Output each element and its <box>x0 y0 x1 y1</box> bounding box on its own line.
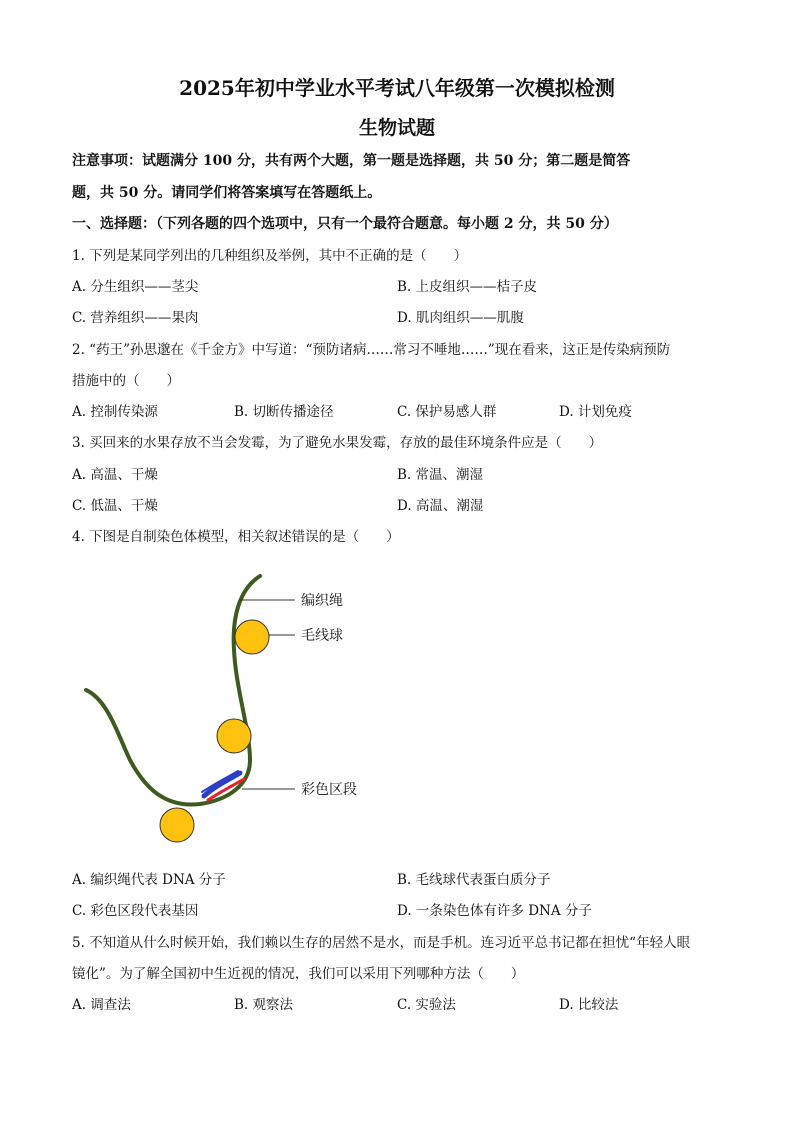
yarn-ball-2 <box>217 719 251 753</box>
yarn-ball-3 <box>160 808 194 842</box>
question-3-option-b: B. 常温、潮湿 <box>397 467 484 483</box>
question-2-option-d: D. 计划免疫 <box>559 404 632 420</box>
question-2-stem-line-2: 措施中的（ ） <box>72 373 180 389</box>
question-4-stem: 4. 下图是自制染色体模型，相关叙述错误的是（ ） <box>72 529 400 545</box>
question-5-stem-line-2: 镜化”。为了解全国初中生近视的情况，我们可以采用下列哪种方法（ ） <box>72 966 525 982</box>
exam-title: 2025年初中学业水平考试八年级第一次模拟检测 <box>179 76 615 100</box>
question-5-stem-line-1: 5. 不知道从什么时候开始，我们赖以生存的居然不是水，而是手机。连习近平总书记都在担忧“年轻人眼 <box>72 935 691 951</box>
label-colored-segment: 彩色区段 <box>301 782 357 798</box>
question-2-option-a: A. 控制传染源 <box>72 404 158 420</box>
question-3-option-d: D. 高温、潮湿 <box>397 498 484 514</box>
question-2-stem-line-1: 2. “药王”孙思邈在《千金方》中写道：“预防诸病……常习不唾地……”现在看来，这正是传染病预防 <box>72 342 671 358</box>
question-5-option-c: C. 实验法 <box>397 997 456 1013</box>
question-2-option-b: B. 切断传播途径 <box>234 404 334 420</box>
label-yarn-ball: 毛线球 <box>301 628 343 644</box>
question-1-option-d: D. 肌肉组织——肌腹 <box>397 310 524 326</box>
question-5-option-d: D. 比较法 <box>559 997 619 1013</box>
question-4-option-c: C. 彩色区段代表基因 <box>72 903 199 919</box>
question-4-option-a: A. 编织绳代表 DNA 分子 <box>72 872 226 888</box>
question-2-option-c: C. 保护易感人群 <box>397 404 497 420</box>
braided-rope <box>86 576 260 805</box>
question-1-option-b: B. 上皮组织——桔子皮 <box>397 279 538 295</box>
label-braided-rope: 编织绳 <box>301 593 343 609</box>
question-5-option-a: A. 调查法 <box>72 997 131 1013</box>
question-1-option-c: C. 营养组织——果肉 <box>72 310 199 326</box>
exam-subtitle: 生物试题 <box>358 117 435 139</box>
question-4-option-b: B. 毛线球代表蛋白质分子 <box>397 872 551 888</box>
question-1-option-a: A. 分生组织——茎尖 <box>72 279 199 295</box>
notice-line-1: 注意事项：试题满分 100 分，共有两个大题，第一题是选择题，共 50 分；第二题是简答 <box>72 153 631 169</box>
yarn-ball-1 <box>235 620 269 654</box>
question-3-option-a: A. 高温、干燥 <box>72 467 158 483</box>
question-5-option-b: B. 观察法 <box>234 997 294 1013</box>
question-3-option-c: C. 低温、干燥 <box>72 498 158 514</box>
chromosome-model-figure <box>0 560 420 860</box>
question-4-option-d: D. 一条染色体有许多 DNA 分子 <box>397 903 592 919</box>
notice-line-2: 题，共 50 分。请同学们将答案填写在答题纸上。 <box>72 185 382 201</box>
question-3-stem: 3. 买回来的水果存放不当会发霉，为了避免水果发霉，存放的最佳环境条件应是（ ） <box>72 435 603 451</box>
question-1-stem: 1. 下列是某同学列出的几种组织及举例，其中不正确的是（ ） <box>72 248 468 264</box>
section-1-heading: 一、选择题：（下列各题的四个选项中，只有一个最符合题意。每小题 2 分，共 50 分） <box>72 216 618 232</box>
